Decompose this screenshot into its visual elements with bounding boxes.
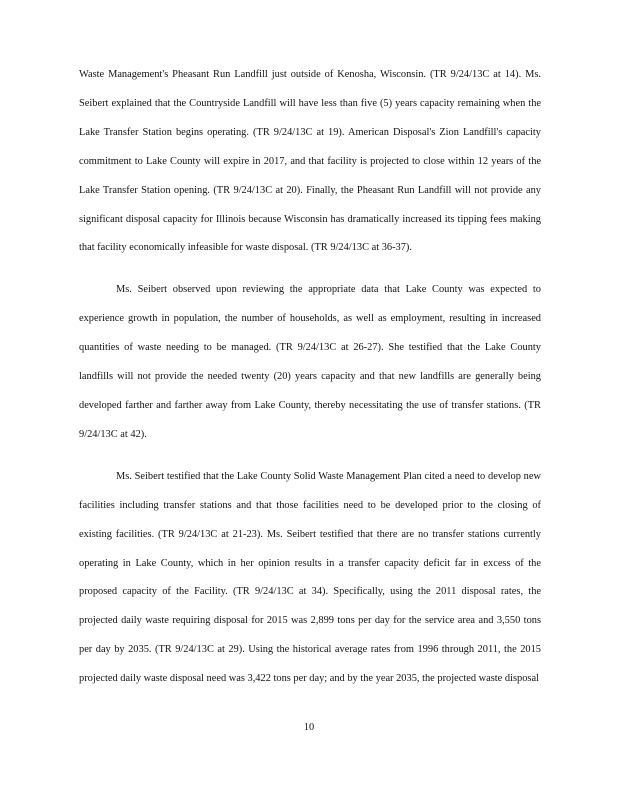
paragraph-3: Ms. Seibert testified that the Lake County Solid Waste Management Plan cited a need to develop new facilities including transfer stations and that those facilities need to be developed prior to the closing of existing facilities. (TR 9/24/13C at 21-23). Ms. Seibert testified that there are no transfer stations currently operating in Lake County, which in her opinion results in a transfer capacity deficit far in excess of the proposed capacity of the Facility. (TR 9/24/13C at 34). Specifically, using the 2011 disposal rates, the projected daily waste requiring disposal for 2015 was 2,899 tons per day for the service area and 3,550 tons per day by 2035. (TR 9/24/13C at 29). Using the historical average rates from 1996 through 2011, the 2015 projected daily waste disposal need was 3,422 tons per day; and by the year 2035, the projected waste disposal — [79, 470, 541, 685]
paragraph-2: Ms. Seibert observed upon reviewing the appropriate data that Lake County was expected to experience growth in population, the number of households, as well as employment, resulting in increased quantities of waste needing to be managed. (TR 9/24/13C at 26-27). She testified that the Lake County landfills will not provide the needed twenty (20) years capacity and that new landfills are generally being developed farther and farther away from Lake County, thereby necessitating the use of transfer stations. (TR 9/24/13C at 42). — [79, 284, 541, 440]
page-number: 10 — [303, 722, 315, 733]
paragraph-1: Waste Management's Pheasant Run Landfill just outside of Kenosha, Wisconsin. (TR 9/24/13C at 14). Ms. Seibert explained that the Countryside Landfill will have less than five (5) years capacity remaining when the Lake Transfer Station begins operating. (TR 9/24/13C at 19). American Disposal's Zion Landfill's capacity commitment to Lake County will expire in 2017, and that facility is projected to close within 12 years of the Lake Transfer Station opening. (TR 9/24/13C at 20). Finally, the Pheasant Run Landfill will not provide any significant disposal capacity for Illinois because Wisconsin has dramatically increased its tipping fees making that facility economically infeasible for waste disposal. (TR 9/24/13C at 36-37). — [79, 69, 541, 254]
body-text — [79, 61, 541, 694]
